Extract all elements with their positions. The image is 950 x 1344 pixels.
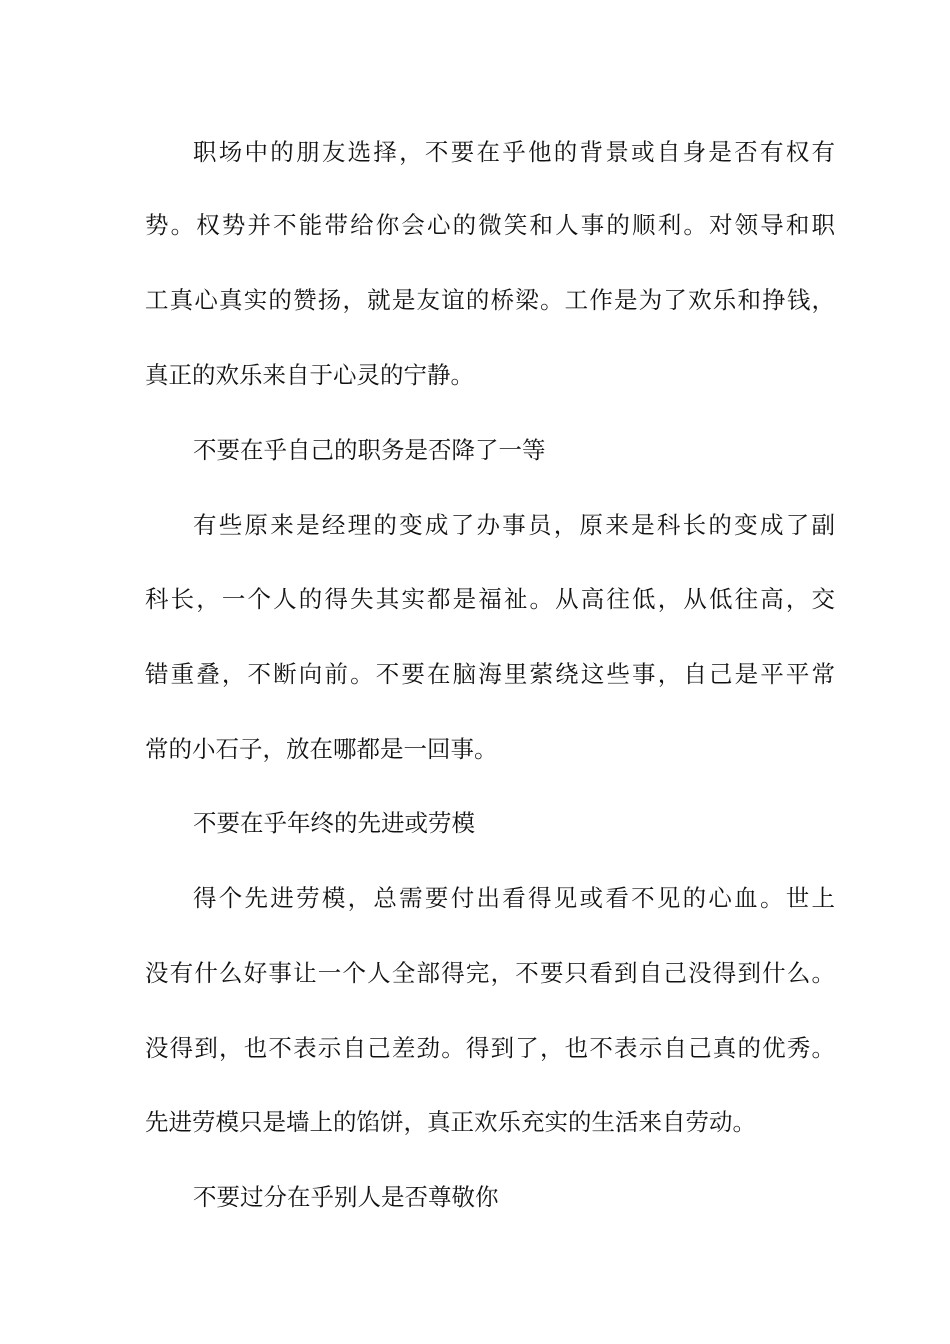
paragraph-1-line-3: 工真心真实的赞扬，就是友谊的桥梁。工作是为了欢乐和挣钱， — [145, 286, 835, 314]
section-heading-2: 不要在乎年终的先进或劳模 — [193, 809, 475, 837]
paragraph-3-line-1: 得个先进劳模，总需要付出看得见或看不见的心血。世上 — [193, 884, 835, 912]
paragraph-2-line-4: 常的小石子，放在哪都是一回事。 — [145, 735, 498, 763]
paragraph-3-line-4: 先进劳模只是墙上的馅饼，真正欢乐充实的生活来自劳动。 — [145, 1108, 756, 1136]
paragraph-3-line-2: 没有什么好事让一个人全部得完，不要只看到自己没得到什么。 — [145, 959, 835, 987]
paragraph-1-line-4: 真正的欢乐来自于心灵的宁静。 — [145, 361, 474, 389]
paragraph-1-line-2: 势。权势并不能带给你会心的微笑和人事的顺利。对领导和职 — [145, 211, 835, 239]
section-heading-1: 不要在乎自己的职务是否降了一等 — [193, 436, 546, 464]
paragraph-2-line-3: 错重叠，不断向前。不要在脑海里萦绕这些事，自己是平平常 — [145, 660, 835, 688]
paragraph-2-line-2: 科长，一个人的得失其实都是福祉。从高往低，从低往高，交 — [145, 585, 835, 613]
paragraph-2-line-1: 有些原来是经理的变成了办事员，原来是科长的变成了副 — [193, 511, 835, 539]
section-heading-3: 不要过分在乎别人是否尊敬你 — [193, 1183, 499, 1211]
paragraph-1-line-1: 职场中的朋友选择，不要在乎他的背景或自身是否有权有 — [193, 138, 835, 166]
paragraph-3-line-3: 没得到，也不表示自己差劲。得到了，也不表示自己真的优秀。 — [145, 1034, 835, 1062]
